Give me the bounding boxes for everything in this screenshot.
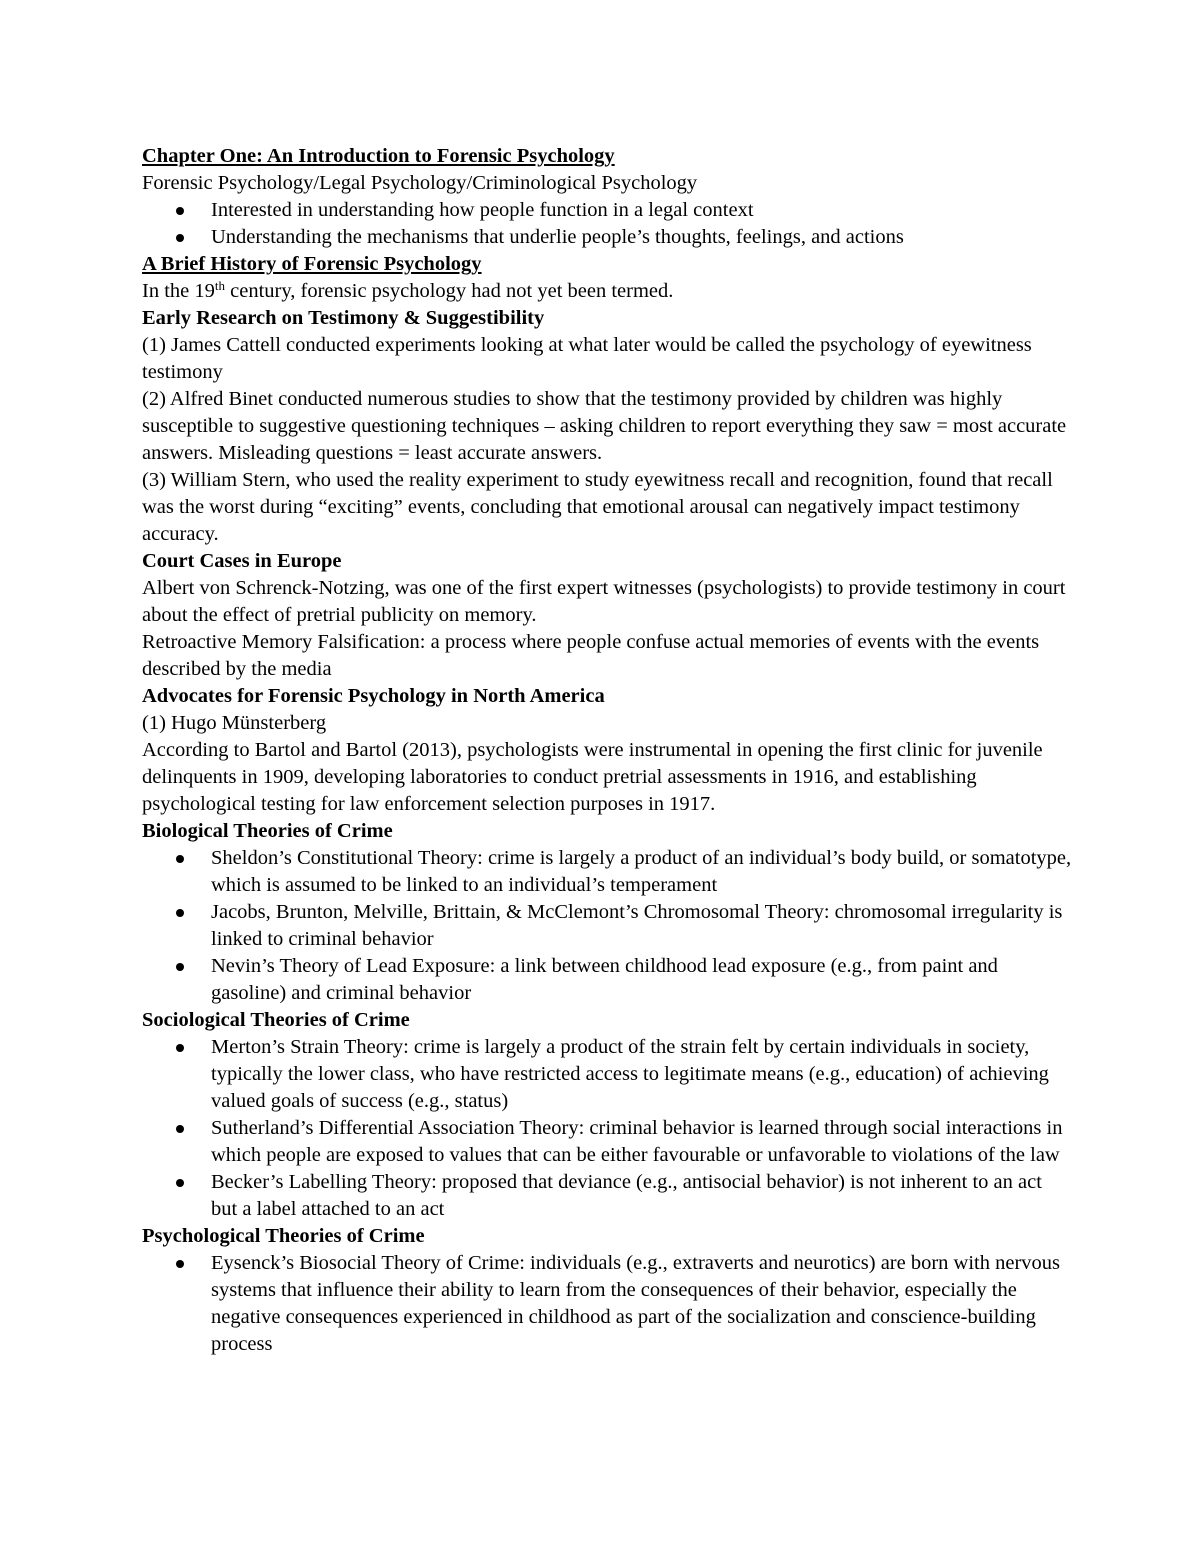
document-page: [142, 143, 1072, 1358]
paragraph: (3) William Stern, who used the reality experiment to study eyewitness recall and recognition, found that recall was the worst during “exciting” events, concluding that emotional arousal can negatively impact testimony accuracy.: [142, 469, 1053, 545]
paragraph: Albert von Schrenck-Notzing, was one of the first expert witnesses (psychologists) to provide testimony in court about the effect of pretrial publicity on memory.: [142, 577, 1066, 626]
section-heading-psychological: Psychological Theories of Crime: [142, 1225, 425, 1247]
section-heading-sociological: Sociological Theories of Crime: [142, 1009, 410, 1031]
paragraph: Retroactive Memory Falsification: a process where people confuse actual memories of events with the events described by the media: [142, 631, 1040, 680]
bullet-icon: [176, 1260, 184, 1268]
bullet-icon: [176, 234, 184, 242]
psychological-bullet-list: [142, 1250, 1072, 1358]
superscript: th: [214, 278, 225, 293]
chapter-title: Chapter One: An Introduction to Forensic Psychology: [142, 145, 615, 167]
bullet-icon: [176, 855, 184, 863]
paragraph: (2) Alfred Binet conducted numerous studies to show that the testimony provided by children was highly susceptible to suggestive questioning techniques – asking children to report everything they saw = most accurate answers. Misleading questions = least accurate answers.: [142, 388, 1067, 464]
list-item: Eysenck’s Biosocial Theory of Crime: individuals (e.g., extraverts and neurotics) are born with nervous systems that influence their ability to learn from the consequences of their behavior, especially the negative consequences experienced in childhood as part of the socialization and conscience-building process: [142, 1250, 1072, 1358]
subtitle: Forensic Psychology/Legal Psychology/Criminological Psychology: [142, 172, 698, 194]
bullet-icon: [176, 1179, 184, 1187]
bullet-icon: [176, 1044, 184, 1052]
list-item: Interested in understanding how people function in a legal context: [142, 197, 1072, 224]
section-heading-court-cases: Court Cases in Europe: [142, 550, 342, 572]
list-item: Becker’s Labelling Theory: proposed that deviance (e.g., antisocial behavior) is not inherent to an act but a label attached to an act: [142, 1169, 1072, 1223]
bullet-icon: [176, 1125, 184, 1133]
section-heading-biological: Biological Theories of Crime: [142, 820, 393, 842]
biological-bullet-list: [142, 845, 1072, 1007]
list-item: Sutherland’s Differential Association Theory: criminal behavior is learned through social interactions in which people are exposed to values that can be either favourable or unfavorable to violations of the law: [142, 1115, 1072, 1169]
bullet-icon: [176, 909, 184, 917]
list-item: Sheldon’s Constitutional Theory: crime is largely a product of an individual’s body build, or somatotype, which is assumed to be linked to an individual’s temperament: [142, 845, 1072, 899]
section-heading-early-research: Early Research on Testimony & Suggestibility: [142, 307, 545, 329]
section-heading-history: A Brief History of Forensic Psychology: [142, 253, 482, 275]
history-paragraph: In the 19th century, forensic psychology had not yet been termed.: [142, 278, 674, 302]
intro-bullet-list: [142, 197, 1072, 251]
bullet-icon: [176, 207, 184, 215]
list-item: Nevin’s Theory of Lead Exposure: a link between childhood lead exposure (e.g., from paint and gasoline) and criminal behavior: [142, 953, 1072, 1007]
bullet-icon: [176, 963, 184, 971]
list-item: Merton’s Strain Theory: crime is largely a product of the strain felt by certain individuals in society, typically the lower class, who have restricted access to legitimate means (e.g., education) of achieving valued goals of success (e.g., status): [142, 1034, 1072, 1115]
sociological-bullet-list: [142, 1034, 1072, 1223]
paragraph: According to Bartol and Bartol (2013), psychologists were instrumental in opening the first clinic for juvenile delinquents in 1909, developing laboratories to conduct pretrial assessments in 1916, and establishing psychological testing for law enforcement selection purposes in 1917.: [142, 739, 1043, 815]
section-heading-advocates: Advocates for Forensic Psychology in North America: [142, 685, 605, 707]
list-item: Jacobs, Brunton, Melville, Brittain, & McClemont’s Chromosomal Theory: chromosomal irregularity is linked to criminal behavior: [142, 899, 1072, 953]
paragraph: (1) James Cattell conducted experiments looking at what later would be called the psychology of eyewitness testimony: [142, 334, 1032, 383]
list-item: Understanding the mechanisms that underlie people’s thoughts, feelings, and actions: [142, 224, 1072, 251]
paragraph: (1) Hugo Münsterberg: [142, 712, 327, 734]
